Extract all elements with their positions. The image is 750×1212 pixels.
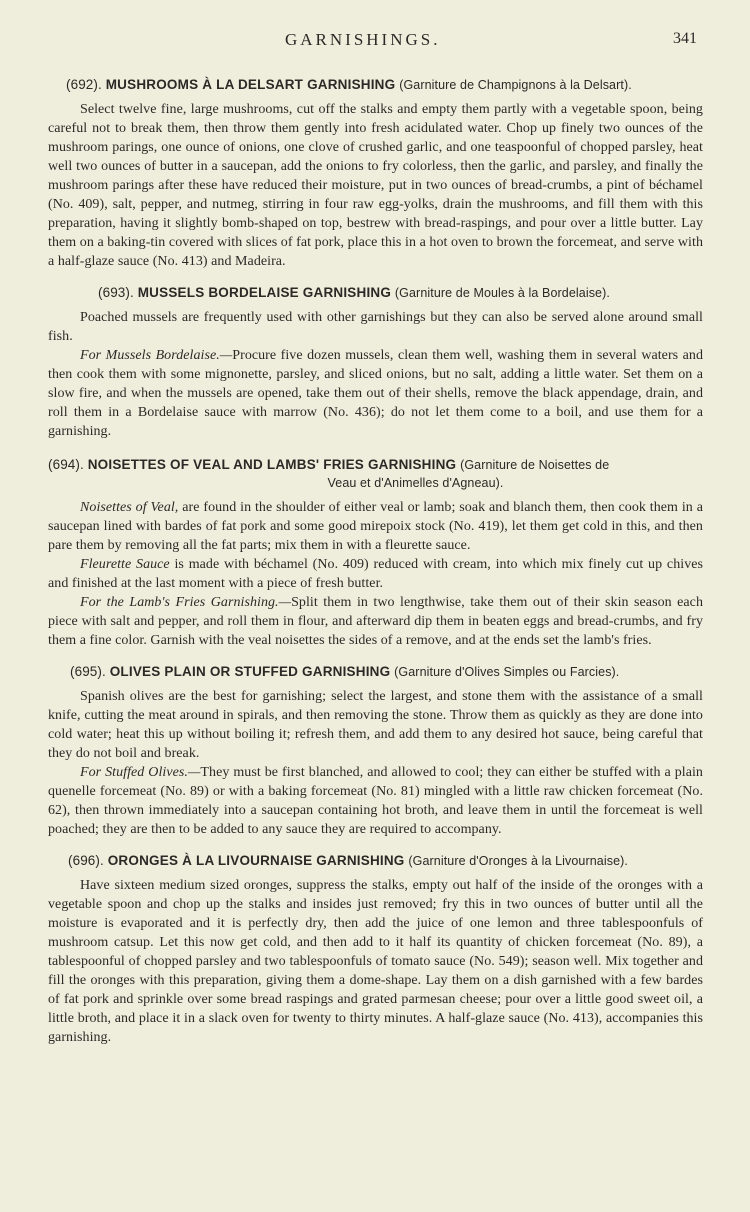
paragraph: For Stuffed Olives.—They must be first blanched, and allowed to cool; they can either be stuffed with a plain quenelle forcemeat (No. 89) or with a baking forcemeat (No. 81) mingled with a little raw chicken forcemeat (No. 62), then thrown immediately into a saucepan containing hot broth, and leave them in until the forcemeat is well poached; they are then to be added to any sauce they are required to accompany. <box>48 765 703 837</box>
paragraph: Have sixteen medium sized oronges, suppress the stalks, empty out half of the inside of the oronges with a vegetable spoon and chop up the stalks and insides just removed; fry this in two ounces of butter until all the moisture is evaporated and it is perfectly dry, then add the juice of one lemon and three tablespoonfuls of mushroom catsup. Let this now get cold, and then add to it half its quantity of chicken forcemeat (No. 89), a tablespoonful of chopped parsley and two tablespoonfuls of tomato sauce (No. 549); season well. Mix together and fill the oronges with this preparation, giving them a dome-shape. Lay them on a dish garnished with a few bardes of fat pork and sprinkle over some bread raspings and grated parmesan cheese; pour over a little good sweet oil, a little broth, and place it in a slack oven for twenty to thirty minutes. A half-glaze sauce (No. 413), accompanies this garnishing. <box>48 878 703 1045</box>
paragraph-lead: For Stuffed Olives.— <box>80 765 201 780</box>
recipe-section-695 <box>48 663 703 839</box>
recipe-title: OLIVES PLAIN OR STUFFED GARNISHING <box>109 664 391 679</box>
paragraph: Poached mussels are frequently used with other garnishings but they can also be served alone around small fish. <box>48 310 703 344</box>
recipe-french-title-cont: Veau et d'Animelles d'Agneau). <box>327 476 504 490</box>
recipe-section-696 <box>48 852 703 1047</box>
recipe-heading <box>48 284 703 302</box>
paragraph: Spanish olives are the best for garnishing; select the largest, and stone them with the assistance of a small knife, cutting the meat around in spirals, and then removing the stone. Throw them as quickly as they are done into cold water; heat this up without boiling it; refresh them, and add them to any desired hot sauce, being careful that they do not boil and break. <box>48 689 703 761</box>
paragraph-lead: For the Lamb's Fries Garnishing.— <box>80 595 292 610</box>
recipe-french-title: (Garniture de Moules à la Bordelaise). <box>394 286 610 300</box>
paragraph: For Mussels Bordelaise.—Procure five dozen mussels, clean them well, washing them in several waters and then cook them with some mignonette, parsley, and sliced onions, but no salt, adding a little water. Set them on a slow fire, and when the mussels are opened, take them out of their shells, remove the black appendage, drain, and roll them in a Bordelaise sauce with marrow (No. 436); do not let them come to a boil, and use them for a garnishing. <box>48 348 703 439</box>
recipe-number: (694). <box>48 457 84 472</box>
recipe-heading <box>48 663 703 681</box>
recipe-number: (695). <box>70 664 106 679</box>
recipe-heading <box>48 852 703 870</box>
recipe-heading <box>48 456 703 492</box>
recipe-number: (693). <box>98 285 134 300</box>
page-content <box>48 76 703 1047</box>
recipe-french-title: (Garniture d'Olives Simples ou Farcies). <box>394 665 620 679</box>
paragraph: For the Lamb's Fries Garnishing.—Split them in two lengthwise, take them out of their skin season each piece with salt and pepper, and roll them in flour, and afterward dip them in beaten eggs and bread-crumbs, and fry them a fine color. Garnish with the veal noisettes the sides of a remove, and at the ends set the lamb's fries. <box>48 595 703 648</box>
recipe-title: MUSSELS BORDELAISE GARNISHING <box>137 285 392 300</box>
running-head <box>0 30 750 52</box>
recipe-section-692 <box>48 76 703 271</box>
recipe-heading <box>48 76 703 94</box>
recipe-french-title: (Garniture de Champignons à la Delsart). <box>399 78 632 92</box>
paragraph: Select twelve fine, large mushrooms, cut off the stalks and empty them partly with a vegetable spoon, being careful not to break them, then throw them gently into fresh acidulated water. Chop up finely two ounces of the mushroom parings, one ounce of onions, one clove of crushed garlic, and one teaspoonful of chopped parsley, heat well two ounces of butter in a saucepan, add the onions to fry colorless, then the garlic, and parsley, and finally the mushroom parings after these have reduced their moisture, put in two ounces of bread-crumbs, a pint of béchamel (No. 409), salt, pepper, and nutmeg, stirring in four raw egg-yolks, drain the mushrooms, and fill them with this preparation, having it slightly bomb-shaped on top, bestrew with bread-raspings, and pour over a little butter. Lay them on a baking-tin covered with slices of fat pork, place this in a hot oven to brown the forcemeat, and serve with a half-glaze sauce (No. 413) and Madeira. <box>48 102 703 269</box>
recipe-french-title: (Garniture de Noisettes de <box>460 458 610 472</box>
recipe-section-693 <box>48 284 703 441</box>
recipe-section-694 <box>48 456 703 650</box>
recipe-title: MUSHROOMS À LA DELSART GARNISHING <box>105 77 396 92</box>
recipe-title: ORONGES À LA LIVOURNAISE GARNISHING <box>107 853 405 868</box>
paragraph: Fleurette Sauce is made with béchamel (No. 409) reduced with cream, into which mix finely cut up chives and finished at the last moment with a piece of fresh butter. <box>48 557 704 591</box>
recipe-french-title: (Garniture d'Oronges à la Livournaise). <box>408 854 628 868</box>
recipe-title: NOISETTES OF VEAL AND LAMBS' FRIES GARNISHING <box>87 457 457 472</box>
running-title: GARNISHINGS. <box>285 30 441 49</box>
paragraph-lead: For Mussels Bordelaise.— <box>80 348 233 363</box>
paragraph: Noisettes of Veal, are found in the shoulder of either veal or lamb; soak and blanch them, then cook them in a saucepan lined with bardes of fat pork and some good mirepoix stock (No. 419), let them get cold in this, and then pare them by removing all the fat parts; mix them in with a fleurette sauce. <box>48 500 703 553</box>
recipe-number: (696). <box>68 853 104 868</box>
paragraph-lead: Noisettes of Veal, <box>80 500 179 515</box>
recipe-number: (692). <box>66 77 102 92</box>
paragraph-lead: Fleurette Sauce <box>80 557 170 572</box>
page-number: 341 <box>673 30 697 47</box>
